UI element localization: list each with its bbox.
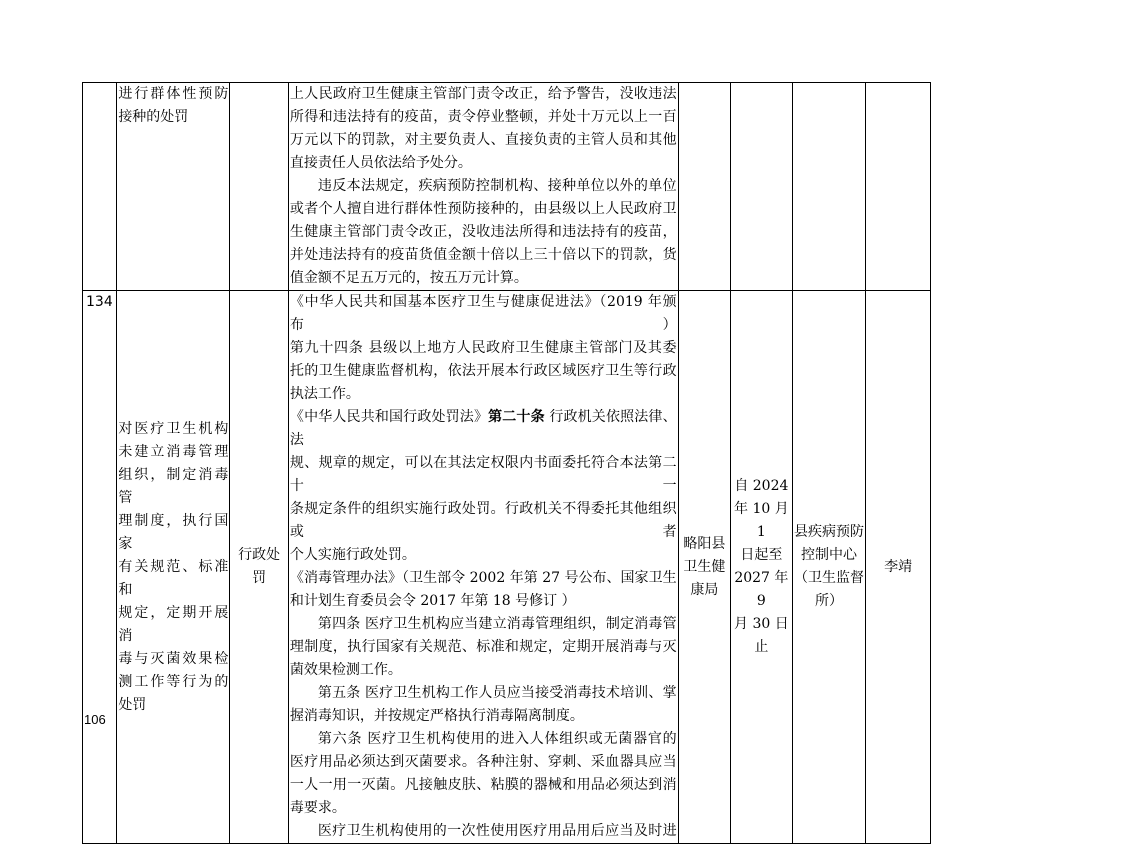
item-type-cell: 行政处罚 [230,291,289,844]
item-name-cell: 对医疗卫生机构 未建立消毒管理 组织，制定消毒管 理制度，执行国家 有关规范、标准和 规定，定期开展消 毒与灭菌效果检 测工作等行为的 处罚 [117,291,230,844]
entrusting-org-cell: 略阳县 卫生健 康局 [678,291,730,844]
item-name-cell: 进行群体性预防 接种的处罚 [117,83,230,291]
item-type-cell [230,83,289,291]
period-cell: 自 2024 年 10 月 1 日起至 2027 年 9 月 30 日 止 [731,291,793,844]
responsible-person-cell [866,83,931,291]
responsible-person-cell: 李靖 [866,291,931,844]
table-row [83,291,931,844]
legal-basis-cell: 《中华人民共和国基本医疗卫生与健康促进法》（2019 年颁布） 第九十四条 县级以上地方人民政府卫生健康主管部门及其委 托的卫生健康监督机构，依法开展本行政区域医疗卫生等行政 执法工作。 《中华人民共和国行政处罚法》第二十条 行政机关依照法律、法 规、规章的规定，可以在其法定权限内书面委托符合本法第二十一 条规定条件的组织实施行政处罚。行政机关不得委托其他组织或者 个人实施行政处罚。 《消毒管理办法》（卫生部令 2002 年第 27 号公布、国家卫生 和计划生育委员会令 2017 年第 18 号修订 ） 第四条 医疗卫生机构应当建立消毒管理组织，制定消毒管 理制度，执行国家有关规范、标准和规定，定期开展消毒与灭 菌效果检测工作。 第五条 医疗卫生机构工作人员应当接受消毒技术培训、掌 握消毒知识，并按规定严格执行消毒隔离制度。 第六条 医疗卫生机构使用的进入人体组织或无菌器官的 医疗用品必须达到灭菌要求。各种注射、穿刺、采血器具应当 一人一用一灭菌。凡接触皮肤、粘膜的器械和用品必须达到消 毒要求。 医疗卫生机构使用的一次性使用医疗用品用后应当及时进 [288,291,678,844]
item-number-cell [83,83,117,291]
table-row [83,83,931,291]
article-number: 第二十条 [488,409,545,425]
entrusting-org-cell [678,83,730,291]
legal-basis-cell: 上人民政府卫生健康主管部门责令改正，给予警告，没收违法 所得和违法持有的疫苗，责令停业整顿，并处十万元以上一百 万元以下的罚款，对主要负责人、直接负责的主管人员和其他 直接责任人员依法给予处分。 违反本法规定，疾病预防控制机构、接种单位以外的单位 或者个人擅自进行群体性预防接种的，由县级以上人民政府卫 生健康主管部门责令改正，没收违法所得和违法持有的疫苗， 并处违法持有的疫苗货值金额十倍以上三十倍以下的罚款，货 值金额不足五万元的，按五万元计算。 [288,83,678,291]
item-number-cell: 134 [83,291,117,844]
period-cell [731,83,793,291]
entrusted-unit-cell: 县疾病预防 控制中心 （卫生监督 所） [792,291,866,844]
authority-table [82,82,931,844]
page-number: 106 [84,712,106,727]
entrusted-unit-cell [792,83,866,291]
